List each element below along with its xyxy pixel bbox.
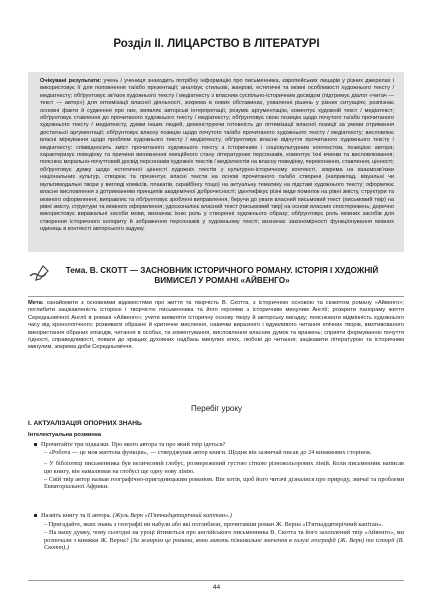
pen-nib-icon [28, 262, 50, 284]
lesson-goal [28, 300, 404, 352]
hint-1: – «Робота — це моя життєва функція», — стверджував автор книги. Щодня він зазвичай писав до 24 книжкових сторінок. [44, 448, 372, 456]
stage-subtitle: Інтелектуальна розминка [28, 432, 102, 438]
stage-title: I. АКТУАЛІЗАЦІЯ ОПОРНИХ ЗНАНЬ [28, 420, 142, 427]
page-number: 44 [212, 584, 221, 591]
list-item [34, 521, 404, 552]
lesson-topic: Тема. В. СКОТТ — ЗАСНОВНИК ІСТОРИЧНОГО РОМАНУ. ІСТОРІЯ І ХУДОЖНІЙ ВИМИСЕЛ У РОМАНІ «АЙВЕНГО» [65, 266, 379, 285]
hint-2: – У бібліотеці письменника був величезний глобус, розмережений густою сіткою різнокольорових ліній. Коли письменник написав цю книгу, він намалював на глобусі ще одну нову лінію. [44, 460, 404, 475]
question-3: – Пригадайте, яких знань з географії ви набули або які поглибили, прочитавши роман Ж. Верна «П'ятнадцятирічний капітан». [44, 521, 383, 528]
expected-results-box [28, 72, 404, 252]
lesson-flow-title: Перебіг уроку [191, 404, 242, 413]
goal-label: Мета: [28, 300, 44, 306]
list-item [34, 460, 404, 491]
goal-text: ознайомити з основними відомостями про життя та творчість В. Скотта, з історичною основою та сюжетом роману «Айвенго»; поглибити зацікавленість історією і творчістю письменника та його героями з історичним минулим Англії; розкрити панораму життя Середньовічної Англії в романі «Айвенго»; учити виявляти історичну основу твору й авторську вигадку; пояснювати відмінність художнього часу від хронологічного; розвивати образне й критичне мислення, навички виразного і вдумливого читання епічних творів, вмотивованого використання обраних епізодів, читання в особах, та коментування, висловлення власних думок та вражень; сприяти формуванню почуття гідності, справедливості, поваги до кращих духовних надбань минулих епох, любові до читання; зацікавити літературою та історичним минулим, зокрема доби Середньовіччя. [28, 300, 404, 351]
expected-results-body: учень / учениця знаходить потрібну інформацію про письменника, європейських лицарів у різних джерелах і використовує її для поповнення та/або презентації; аналізує стильові, жанрові, естетичні та мовні особливості художнього тексту / медіатексту; обґрунтовує зв'язок художнього тексту / медіатексту з власним суспільно-історичним досвідом (підтримує діалог «читач — текст — автор») для оптимізації власної діяльності, зокрема в нових обставинах, ухваленні рішень у різних ситуаціях; розпізнає основні факти й судження про них, виявляє авторські інтерпретації, розуміє аргументацію, коментує художній текст / медіатекст; обґрунтовує ставлення до прочитаного художнього тексту / медіатексту; обґрунтовує свою позицію щодо почутого та/або прочитаного художнього тексту / медіатексту, думки інших людей, демонструючи готовність до оптимізації власної позиції за умови отримання достатньої аргументації; обґрунтовує власну позицію щодо почутого та/або прочитаного художнього тексту / медіатексту; висловлює власні міркування щодо проблем художнього тексту / медіатексту, обґрунтовує власне відчуття прочитаного художнього тексту / медіатексту; співвідносить зміст прочитаного художнього тексту з історичним і соціокультурним контекстом, позицією автора; характеризує поведінку та причини виникнення емоційного стану літературних персонажів, коментує їхні вчинки та висловлювання; пояснює морально-почуттєвий досвід персонажів художніх текстів / медіатекстів на власну поведінку, переконання, ставлення, цінності; обґрунтовує думку щодо естетичної цінності художніх текстів у культурно-історичному контексті, зокрема на взаємозв'язки національних культур, створює та презентує власні тексти на основі прочитаного та/або створені (наприклад, візуальні чи мультимодальні твори у вигляді коміксів, плакатів, скрайбінгу тощо) на актуальну тематику на підставі художнього тексту; оформлює власне висловлення з дотриманням принципів академічної доброчесності; ідентифікує різні види помилок на рівні змісту, структури та мовного оформлення; виправляє та обґрунтовує зроблені виправлення, беручи до уваги власний письмовий текст (письмовий твір) на рівні змісту, структури та мовного оформлення; удосконалює власний текст (письмовий твір) на основі власних спостережень; доречно використовує виражальні засоби мови, визначає їхню роль у створенні художнього образу; обґрунтовує роль мовних засобів для створення історичного колориту й зображення персонажів у художньому тексті; визначає закономірності функціонування мовних одиниць в контексті авторського задуму. [40, 78, 394, 233]
bullet-icon [34, 514, 37, 517]
list-item: Назвіть книгу та її автора. (Жуль Верн «П'ятнадцятирічний капітан».) [34, 512, 404, 520]
divider [28, 296, 404, 297]
question-4: – На вашу думку, чому сьогодні на уроці йтиметься про англійського письменника В. Скотта та його захоплений твір «Айвенго», ми розпочали з книжки Ж. Верна? (За жанром це романи, вони мають пізнавальне значення в галузі географії (Ж. Верн) та історії (В. Скотт).) [44, 528, 404, 552]
expected-results-label: Очікувані результати: [40, 78, 102, 84]
footer-divider [28, 580, 404, 581]
expected-results-text [40, 78, 394, 234]
hint-3: – Свій твір автор назвав географічно-пригодницьким романом. Він хотів, щоб його читачі дізналися про природу, звичаї та проблеми Екваторіальної Африки. [44, 475, 404, 491]
list-item: Прочитайте три підказки. Про якого автора та про який твір ідеться? – «Робота — це моя життєва функція», — стверджував автор книги. Щодня він зазвичай писав до 24 книжкових сторінок. [34, 441, 404, 457]
bullet-icon [34, 443, 37, 446]
section-title: Розділ ІІ. ЛИЦАРСТВО В ЛІТЕРАТУРІ [113, 38, 320, 50]
